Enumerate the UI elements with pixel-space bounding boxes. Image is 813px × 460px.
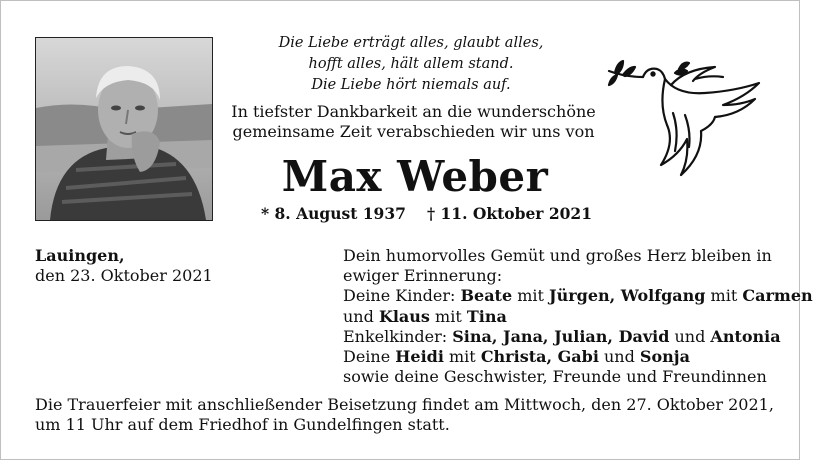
place-and-date <box>35 246 213 286</box>
death-date: † 11. Oktober 2021 <box>427 204 593 223</box>
life-dates <box>261 204 593 223</box>
funeral-service-info <box>35 395 775 435</box>
service-line: um 11 Uhr auf dem Friedhof in Gundelfingen statt. <box>35 415 450 434</box>
portrait-photo <box>35 37 213 221</box>
intro-line: In tiefster Dankbarkeit an die wunderschöne <box>231 102 596 121</box>
quote-line: hofft alles, hält allem stand. <box>308 56 514 72</box>
children-line: und Klaus mit Tina <box>343 306 507 326</box>
intro-text <box>221 102 606 142</box>
deceased-name: Max Weber <box>281 152 549 201</box>
dove-with-olive-branch-icon <box>605 55 765 180</box>
children-line: Deine Kinder: Beate mit Jürgen, Wolfgang mit Carmen <box>343 286 813 306</box>
family-line: sowie deine Geschwister, Freunde und Freundinnen <box>343 367 767 387</box>
intro-line: gemeinsame Zeit verabschieden wir uns von <box>232 122 595 141</box>
service-line: Die Trauerfeier mit anschließender Beisetzung findet am Mittwoch, den 27. Oktober 2021, <box>35 395 774 414</box>
family-mourners <box>343 246 813 387</box>
family-line: Dein humorvolles Gemüt und großes Herz bleiben in <box>343 246 772 265</box>
quote-line: Die Liebe erträgt alles, glaubt alles, <box>278 35 544 51</box>
birth-date: * 8. August 1937 <box>261 204 406 223</box>
spouse-line: Deine Heidi mit Christa, Gabi und Sonja <box>343 347 690 367</box>
family-line: ewiger Erinnerung: <box>343 266 503 286</box>
place-text: Lauingen, <box>35 246 125 265</box>
bible-quote <box>241 33 581 96</box>
quote-line: Die Liebe hört niemals auf. <box>311 77 511 93</box>
date-text: den 23. Oktober 2021 <box>35 266 213 285</box>
grandchildren-line: Enkelkinder: Sina, Jana, Julian, David und Antonia <box>343 326 781 346</box>
